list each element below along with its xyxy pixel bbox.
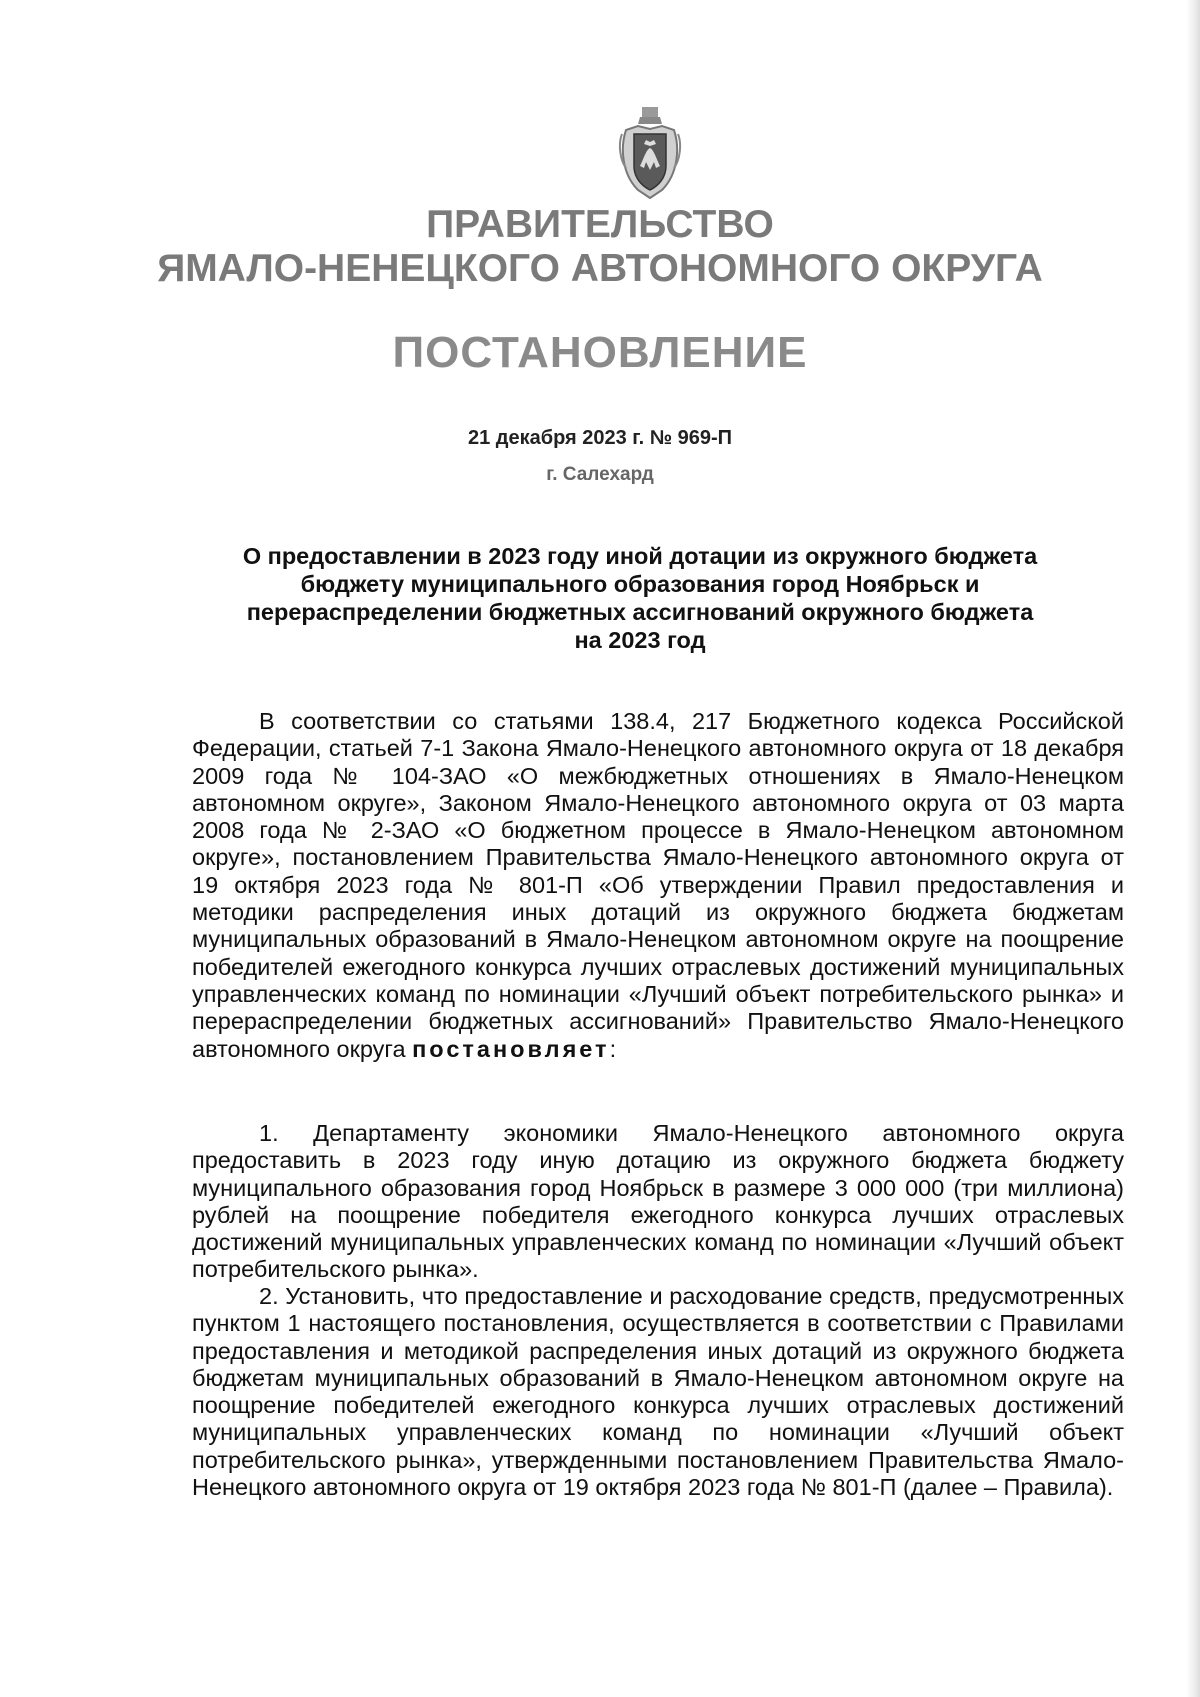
date-and-number: 21 декабря 2023 г. № 969-П (467, 427, 733, 449)
org-line-1: ПРАВИТЕЛЬСТВО (426, 203, 774, 246)
subject-line-1: О предоставлении в 2023 году иной дотации из окружного бюджета (242, 543, 1038, 569)
clause-2-text: 2. Установить, что предоставление и расходование средств, предусмотренных пунктом 1 настоящего постановления, осуществляется в соответствии с Правилами предоставления и методикой распределения иных дотаций из окружного бюджета бюджетам муниципальных образований в Ямало-Ненецком автономном округе на поощрение победителей ежегодного конкурса лучших отраслевых достижений муниципальных управленческих команд по номинации «Лучший объект потребительского рынка», утвержденными постановлением Правительства Ямало-Ненецкого автономного округа от 19 октября 2023 года № 801-П (далее – Правила). (192, 1283, 1124, 1501)
subject-line-3: перераспределении бюджетных ассигнований окружного бюджета (246, 599, 1034, 625)
preamble-paragraph (192, 708, 1124, 1063)
org-line-2: ЯМАЛО-НЕНЕЦКОГО АВТОНОМНОГО ОКРУГА (157, 247, 1043, 290)
document-subject (190, 542, 1090, 654)
subject-line-2: бюджету муниципального образования город Ноябрьск и (300, 571, 980, 597)
organization-title (0, 203, 1200, 291)
preamble-ending: : (609, 1035, 617, 1062)
coat-of-arms-icon (616, 104, 684, 200)
preamble-text: В соответствии со статьями 138.4, 217 Бюджетного кодекса Российской Федерации, статьей 7-1 Закона Ямало-Ненецкого автономного округа от 18 декабря 2009 года № 104-ЗАО «О межбюджетных отношениях в Ямало-Ненецком автономном округе», Законом Ямало-Ненецкого автономного округа от 03 марта 2008 года № 2-ЗАО «О бюджетном процессе в Ямало-Ненецком автономном округе», постановлением Правительства Ямало-Ненецкого автономного округа от 19 октября 2023 года № 801-П «Об утверждении Правил предоставления и методики распределения иных дотаций из окружного бюджета бюджетам муниципальных образований в Ямало-Ненецком автономном округе на поощрение победителей ежегодного конкурса лучших отраслевых достижений муниципальных управленческих команд по номинации «Лучший объект потребительского рынка» и перераспределении бюджетных ассигнований» Правительство Ямало-Ненецкого автономного округа (192, 708, 1124, 1062)
preamble-keyword: постановляет (412, 1035, 610, 1062)
clause-1-text: 1. Департаменту экономики Ямало-Ненецкого автономного округа предоставить в 2023 году иную дотацию из окружного бюджета бюджету муниципального образования город Ноябрьск в размере 3 000 000 (три миллиона) рублей на поощрение победителя ежегодного конкурса лучших отраслевых достижений муниципальных управленческих команд по номинации «Лучший объект потребительского рынка». (192, 1120, 1124, 1283)
subject-line-4: на 2023 год (574, 627, 706, 653)
document-type: ПОСТАНОВЛЕНИЕ (392, 328, 808, 377)
city: г. Салехард (546, 464, 654, 485)
clause-1 (192, 1120, 1124, 1284)
preamble (192, 708, 1124, 1063)
clause-2 (192, 1283, 1124, 1501)
